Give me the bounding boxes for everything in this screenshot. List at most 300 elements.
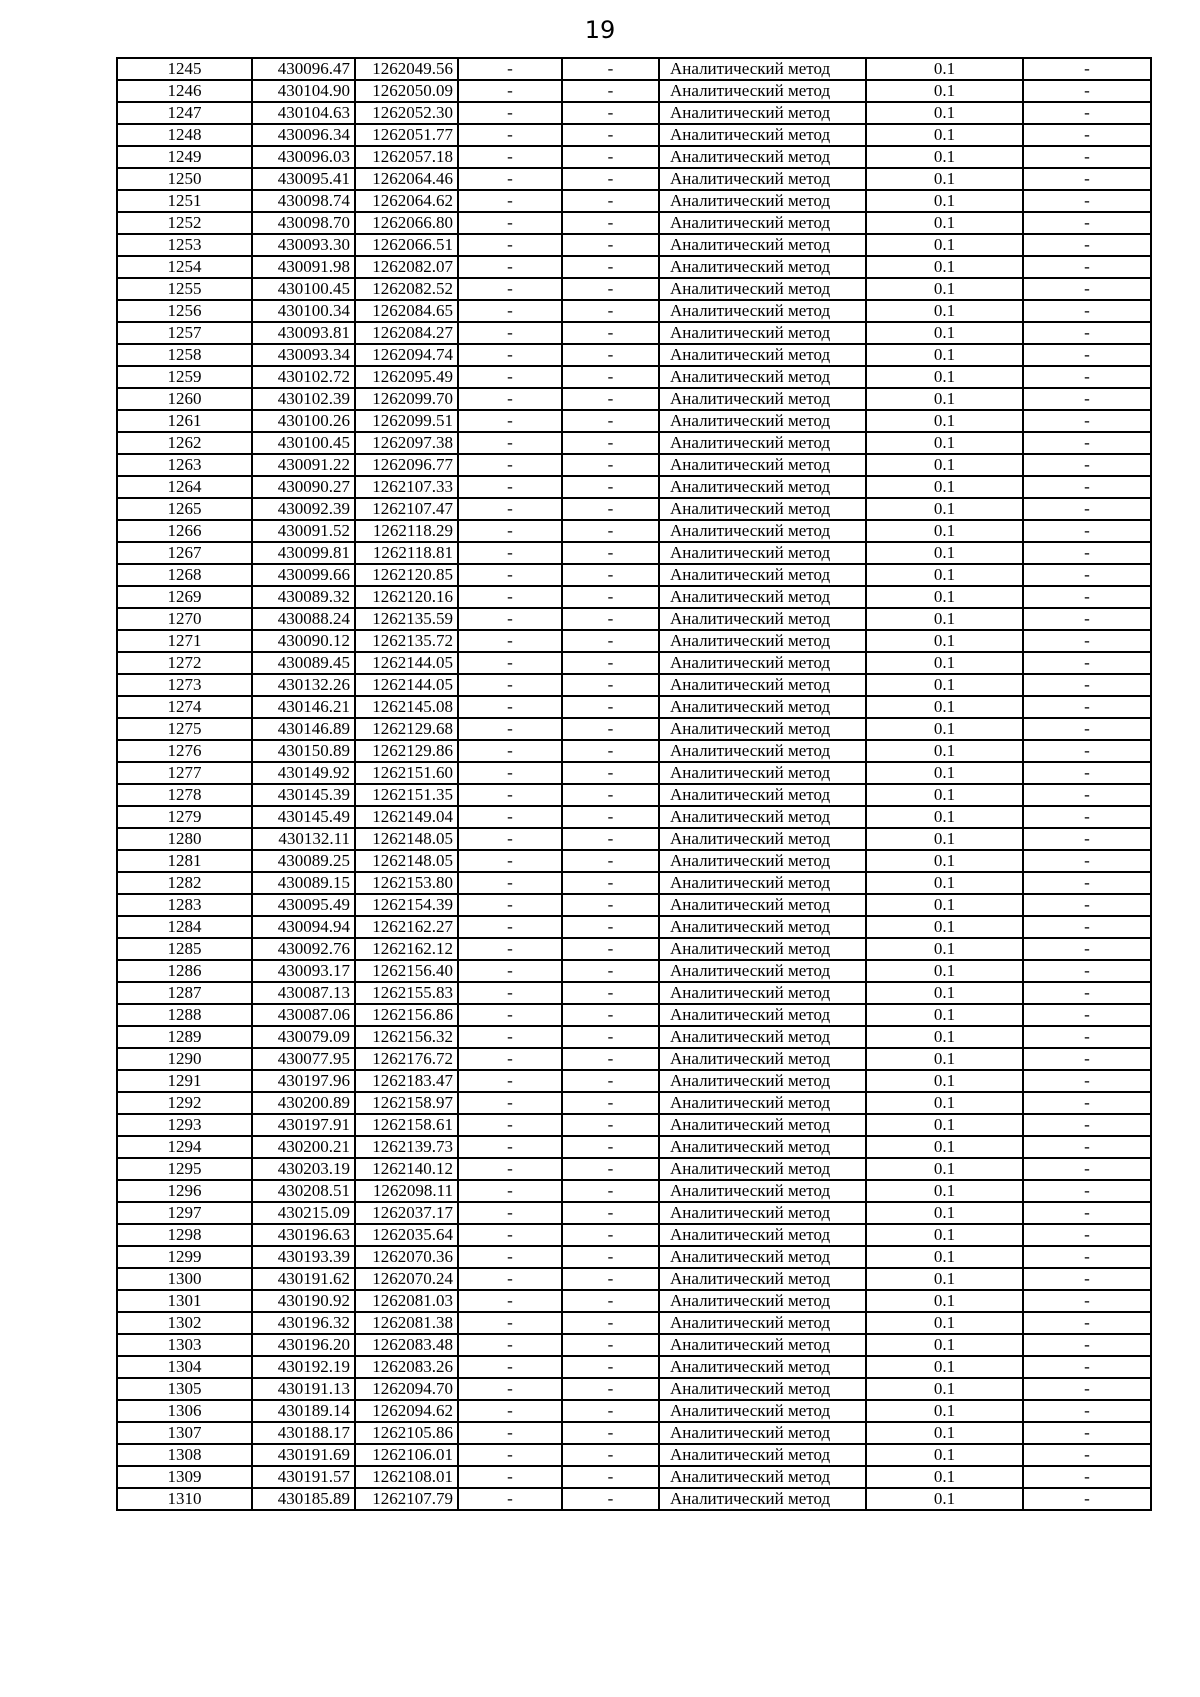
accuracy-cell: 0.1 (866, 1268, 1023, 1290)
method-cell: Аналитический метод (659, 1026, 866, 1048)
point-number-cell: 1298 (117, 1224, 252, 1246)
x-coordinate-cell: 430102.39 (252, 388, 355, 410)
x-coordinate-cell: 430193.39 (252, 1246, 355, 1268)
x-coordinate-cell: 430145.49 (252, 806, 355, 828)
empty-value-cell: - (562, 212, 659, 234)
x-coordinate-cell: 430200.89 (252, 1092, 355, 1114)
y-coordinate-cell: 1262120.85 (355, 564, 458, 586)
accuracy-cell: 0.1 (866, 916, 1023, 938)
y-coordinate-cell: 1262066.80 (355, 212, 458, 234)
accuracy-cell: 0.1 (866, 1004, 1023, 1026)
method-cell: Аналитический метод (659, 124, 866, 146)
empty-value-cell: - (458, 1048, 562, 1070)
empty-value-cell: - (458, 256, 562, 278)
point-number-cell: 1254 (117, 256, 252, 278)
table-row (117, 454, 1151, 476)
empty-value-cell: - (458, 58, 562, 80)
accuracy-cell: 0.1 (866, 872, 1023, 894)
x-coordinate-cell: 430093.30 (252, 234, 355, 256)
y-coordinate-cell: 1262064.46 (355, 168, 458, 190)
table-row (117, 234, 1151, 256)
table-row (117, 1026, 1151, 1048)
empty-value-cell: - (1023, 894, 1151, 916)
y-coordinate-cell: 1262162.27 (355, 916, 458, 938)
method-cell: Аналитический метод (659, 1180, 866, 1202)
accuracy-cell: 0.1 (866, 58, 1023, 80)
empty-value-cell: - (562, 300, 659, 322)
point-number-cell: 1272 (117, 652, 252, 674)
table-row (117, 1092, 1151, 1114)
accuracy-cell: 0.1 (866, 652, 1023, 674)
x-coordinate-cell: 430200.21 (252, 1136, 355, 1158)
point-number-cell: 1275 (117, 718, 252, 740)
empty-value-cell: - (458, 432, 562, 454)
accuracy-cell: 0.1 (866, 696, 1023, 718)
empty-value-cell: - (458, 234, 562, 256)
empty-value-cell: - (458, 300, 562, 322)
method-cell: Аналитический метод (659, 256, 866, 278)
accuracy-cell: 0.1 (866, 982, 1023, 1004)
empty-value-cell: - (458, 806, 562, 828)
method-cell: Аналитический метод (659, 1444, 866, 1466)
empty-value-cell: - (458, 1070, 562, 1092)
empty-value-cell: - (562, 1048, 659, 1070)
accuracy-cell: 0.1 (866, 1378, 1023, 1400)
empty-value-cell: - (562, 564, 659, 586)
x-coordinate-cell: 430091.98 (252, 256, 355, 278)
method-cell: Аналитический метод (659, 322, 866, 344)
empty-value-cell: - (458, 1312, 562, 1334)
x-coordinate-cell: 430092.39 (252, 498, 355, 520)
y-coordinate-cell: 1262158.97 (355, 1092, 458, 1114)
empty-value-cell: - (1023, 586, 1151, 608)
point-number-cell: 1252 (117, 212, 252, 234)
x-coordinate-cell: 430197.91 (252, 1114, 355, 1136)
empty-value-cell: - (458, 1400, 562, 1422)
empty-value-cell: - (458, 938, 562, 960)
x-coordinate-cell: 430089.45 (252, 652, 355, 674)
empty-value-cell: - (1023, 498, 1151, 520)
empty-value-cell: - (1023, 762, 1151, 784)
x-coordinate-cell: 430215.09 (252, 1202, 355, 1224)
empty-value-cell: - (458, 1334, 562, 1356)
x-coordinate-cell: 430191.13 (252, 1378, 355, 1400)
x-coordinate-cell: 430098.74 (252, 190, 355, 212)
accuracy-cell: 0.1 (866, 718, 1023, 740)
method-cell: Аналитический метод (659, 916, 866, 938)
y-coordinate-cell: 1262162.12 (355, 938, 458, 960)
x-coordinate-cell: 430095.41 (252, 168, 355, 190)
empty-value-cell: - (1023, 1092, 1151, 1114)
empty-value-cell: - (458, 1378, 562, 1400)
method-cell: Аналитический метод (659, 1466, 866, 1488)
empty-value-cell: - (1023, 366, 1151, 388)
point-number-cell: 1286 (117, 960, 252, 982)
accuracy-cell: 0.1 (866, 894, 1023, 916)
page-number: 19 (584, 16, 616, 44)
empty-value-cell: - (562, 586, 659, 608)
y-coordinate-cell: 1262098.11 (355, 1180, 458, 1202)
empty-value-cell: - (1023, 1136, 1151, 1158)
point-number-cell: 1279 (117, 806, 252, 828)
method-cell: Аналитический метод (659, 784, 866, 806)
x-coordinate-cell: 430104.63 (252, 102, 355, 124)
x-coordinate-cell: 430091.22 (252, 454, 355, 476)
empty-value-cell: - (1023, 1224, 1151, 1246)
empty-value-cell: - (458, 1422, 562, 1444)
method-cell: Аналитический метод (659, 696, 866, 718)
method-cell: Аналитический метод (659, 190, 866, 212)
empty-value-cell: - (1023, 432, 1151, 454)
table-row (117, 696, 1151, 718)
empty-value-cell: - (458, 1004, 562, 1026)
y-coordinate-cell: 1262144.05 (355, 674, 458, 696)
empty-value-cell: - (562, 1488, 659, 1510)
point-number-cell: 1303 (117, 1334, 252, 1356)
x-coordinate-cell: 430092.76 (252, 938, 355, 960)
method-cell: Аналитический метод (659, 1224, 866, 1246)
method-cell: Аналитический метод (659, 608, 866, 630)
point-number-cell: 1294 (117, 1136, 252, 1158)
empty-value-cell: - (458, 190, 562, 212)
method-cell: Аналитический метод (659, 366, 866, 388)
empty-value-cell: - (562, 652, 659, 674)
empty-value-cell: - (562, 1004, 659, 1026)
point-number-cell: 1262 (117, 432, 252, 454)
method-cell: Аналитический метод (659, 1246, 866, 1268)
table-row (117, 256, 1151, 278)
y-coordinate-cell: 1262156.32 (355, 1026, 458, 1048)
empty-value-cell: - (562, 1070, 659, 1092)
y-coordinate-cell: 1262099.70 (355, 388, 458, 410)
y-coordinate-cell: 1262135.72 (355, 630, 458, 652)
y-coordinate-cell: 1262148.05 (355, 850, 458, 872)
x-coordinate-cell: 430099.81 (252, 542, 355, 564)
y-coordinate-cell: 1262057.18 (355, 146, 458, 168)
empty-value-cell: - (1023, 1334, 1151, 1356)
accuracy-cell: 0.1 (866, 674, 1023, 696)
empty-value-cell: - (562, 1180, 659, 1202)
empty-value-cell: - (562, 1334, 659, 1356)
empty-value-cell: - (1023, 1422, 1151, 1444)
accuracy-cell: 0.1 (866, 564, 1023, 586)
empty-value-cell: - (1023, 916, 1151, 938)
empty-value-cell: - (458, 1224, 562, 1246)
accuracy-cell: 0.1 (866, 146, 1023, 168)
x-coordinate-cell: 430188.17 (252, 1422, 355, 1444)
empty-value-cell: - (458, 608, 562, 630)
point-number-cell: 1268 (117, 564, 252, 586)
table-row (117, 1466, 1151, 1488)
method-cell: Аналитический метод (659, 1488, 866, 1510)
empty-value-cell: - (562, 696, 659, 718)
y-coordinate-cell: 1262095.49 (355, 366, 458, 388)
method-cell: Аналитический метод (659, 432, 866, 454)
y-coordinate-cell: 1262082.52 (355, 278, 458, 300)
point-number-cell: 1278 (117, 784, 252, 806)
accuracy-cell: 0.1 (866, 190, 1023, 212)
y-coordinate-cell: 1262082.07 (355, 256, 458, 278)
empty-value-cell: - (458, 1268, 562, 1290)
table-row (117, 938, 1151, 960)
empty-value-cell: - (458, 212, 562, 234)
accuracy-cell: 0.1 (866, 256, 1023, 278)
empty-value-cell: - (562, 1202, 659, 1224)
empty-value-cell: - (562, 102, 659, 124)
table-row (117, 652, 1151, 674)
table-row (117, 542, 1151, 564)
table-row (117, 1444, 1151, 1466)
empty-value-cell: - (1023, 80, 1151, 102)
empty-value-cell: - (562, 1136, 659, 1158)
method-cell: Аналитический метод (659, 212, 866, 234)
empty-value-cell: - (458, 498, 562, 520)
table-row (117, 366, 1151, 388)
y-coordinate-cell: 1262183.47 (355, 1070, 458, 1092)
x-coordinate-cell: 430098.70 (252, 212, 355, 234)
table-row (117, 476, 1151, 498)
method-cell: Аналитический метод (659, 388, 866, 410)
y-coordinate-cell: 1262156.86 (355, 1004, 458, 1026)
empty-value-cell: - (1023, 520, 1151, 542)
table-row (117, 1004, 1151, 1026)
table-row (117, 146, 1151, 168)
x-coordinate-cell: 430096.47 (252, 58, 355, 80)
method-cell: Аналитический метод (659, 1092, 866, 1114)
x-coordinate-cell: 430079.09 (252, 1026, 355, 1048)
empty-value-cell: - (1023, 1048, 1151, 1070)
empty-value-cell: - (562, 1356, 659, 1378)
empty-value-cell: - (1023, 872, 1151, 894)
empty-value-cell: - (1023, 1180, 1151, 1202)
method-cell: Аналитический метод (659, 762, 866, 784)
empty-value-cell: - (458, 652, 562, 674)
accuracy-cell: 0.1 (866, 102, 1023, 124)
point-number-cell: 1251 (117, 190, 252, 212)
empty-value-cell: - (1023, 1246, 1151, 1268)
table-row (117, 828, 1151, 850)
empty-value-cell: - (1023, 1004, 1151, 1026)
point-number-cell: 1287 (117, 982, 252, 1004)
x-coordinate-cell: 430087.13 (252, 982, 355, 1004)
table-row (117, 190, 1151, 212)
table-row (117, 806, 1151, 828)
method-cell: Аналитический метод (659, 1268, 866, 1290)
empty-value-cell: - (562, 168, 659, 190)
x-coordinate-cell: 430104.90 (252, 80, 355, 102)
empty-value-cell: - (1023, 344, 1151, 366)
point-number-cell: 1248 (117, 124, 252, 146)
x-coordinate-cell: 430100.34 (252, 300, 355, 322)
point-number-cell: 1308 (117, 1444, 252, 1466)
y-coordinate-cell: 1262051.77 (355, 124, 458, 146)
method-cell: Аналитический метод (659, 168, 866, 190)
x-coordinate-cell: 430093.34 (252, 344, 355, 366)
y-coordinate-cell: 1262151.60 (355, 762, 458, 784)
empty-value-cell: - (1023, 124, 1151, 146)
empty-value-cell: - (458, 1246, 562, 1268)
empty-value-cell: - (1023, 102, 1151, 124)
accuracy-cell: 0.1 (866, 1246, 1023, 1268)
empty-value-cell: - (562, 718, 659, 740)
method-cell: Аналитический метод (659, 806, 866, 828)
x-coordinate-cell: 430077.95 (252, 1048, 355, 1070)
table-row (117, 1070, 1151, 1092)
empty-value-cell: - (458, 674, 562, 696)
empty-value-cell: - (562, 146, 659, 168)
method-cell: Аналитический метод (659, 652, 866, 674)
empty-value-cell: - (458, 454, 562, 476)
y-coordinate-cell: 1262120.16 (355, 586, 458, 608)
point-number-cell: 1270 (117, 608, 252, 630)
empty-value-cell: - (458, 1202, 562, 1224)
x-coordinate-cell: 430096.03 (252, 146, 355, 168)
y-coordinate-cell: 1262151.35 (355, 784, 458, 806)
accuracy-cell: 0.1 (866, 542, 1023, 564)
empty-value-cell: - (562, 1466, 659, 1488)
y-coordinate-cell: 1262149.04 (355, 806, 458, 828)
empty-value-cell: - (562, 124, 659, 146)
empty-value-cell: - (1023, 190, 1151, 212)
empty-value-cell: - (1023, 784, 1151, 806)
x-coordinate-cell: 430089.15 (252, 872, 355, 894)
x-coordinate-cell: 430094.94 (252, 916, 355, 938)
point-number-cell: 1266 (117, 520, 252, 542)
y-coordinate-cell: 1262094.70 (355, 1378, 458, 1400)
empty-value-cell: - (1023, 1268, 1151, 1290)
table-row (117, 674, 1151, 696)
empty-value-cell: - (1023, 828, 1151, 850)
method-cell: Аналитический метод (659, 498, 866, 520)
empty-value-cell: - (1023, 146, 1151, 168)
point-number-cell: 1274 (117, 696, 252, 718)
x-coordinate-cell: 430132.11 (252, 828, 355, 850)
method-cell: Аналитический метод (659, 476, 866, 498)
y-coordinate-cell: 1262066.51 (355, 234, 458, 256)
accuracy-cell: 0.1 (866, 1466, 1023, 1488)
accuracy-cell: 0.1 (866, 1422, 1023, 1444)
empty-value-cell: - (562, 1400, 659, 1422)
method-cell: Аналитический метод (659, 828, 866, 850)
y-coordinate-cell: 1262140.12 (355, 1158, 458, 1180)
empty-value-cell: - (562, 520, 659, 542)
table-row (117, 784, 1151, 806)
table-row (117, 432, 1151, 454)
point-number-cell: 1307 (117, 1422, 252, 1444)
empty-value-cell: - (458, 80, 562, 102)
point-number-cell: 1309 (117, 1466, 252, 1488)
table-row (117, 1422, 1151, 1444)
empty-value-cell: - (1023, 278, 1151, 300)
method-cell: Аналитический метод (659, 718, 866, 740)
empty-value-cell: - (562, 740, 659, 762)
x-coordinate-cell: 430100.45 (252, 278, 355, 300)
table-row (117, 300, 1151, 322)
accuracy-cell: 0.1 (866, 1026, 1023, 1048)
y-coordinate-cell: 1262176.72 (355, 1048, 458, 1070)
empty-value-cell: - (458, 388, 562, 410)
point-number-cell: 1250 (117, 168, 252, 190)
empty-value-cell: - (458, 1136, 562, 1158)
empty-value-cell: - (562, 960, 659, 982)
table-row (117, 960, 1151, 982)
accuracy-cell: 0.1 (866, 124, 1023, 146)
empty-value-cell: - (1023, 1466, 1151, 1488)
empty-value-cell: - (458, 1092, 562, 1114)
empty-value-cell: - (1023, 234, 1151, 256)
y-coordinate-cell: 1262107.47 (355, 498, 458, 520)
table-row (117, 894, 1151, 916)
empty-value-cell: - (1023, 1070, 1151, 1092)
table-row (117, 278, 1151, 300)
empty-value-cell: - (562, 630, 659, 652)
accuracy-cell: 0.1 (866, 960, 1023, 982)
point-number-cell: 1256 (117, 300, 252, 322)
y-coordinate-cell: 1262094.74 (355, 344, 458, 366)
x-coordinate-cell: 430197.96 (252, 1070, 355, 1092)
x-coordinate-cell: 430102.72 (252, 366, 355, 388)
empty-value-cell: - (458, 894, 562, 916)
method-cell: Аналитический метод (659, 1136, 866, 1158)
empty-value-cell: - (458, 960, 562, 982)
x-coordinate-cell: 430146.89 (252, 718, 355, 740)
point-number-cell: 1305 (117, 1378, 252, 1400)
accuracy-cell: 0.1 (866, 1070, 1023, 1092)
empty-value-cell: - (1023, 300, 1151, 322)
empty-value-cell: - (562, 1268, 659, 1290)
method-cell: Аналитический метод (659, 564, 866, 586)
table-row (117, 388, 1151, 410)
accuracy-cell: 0.1 (866, 322, 1023, 344)
accuracy-cell: 0.1 (866, 586, 1023, 608)
y-coordinate-cell: 1262139.73 (355, 1136, 458, 1158)
empty-value-cell: - (1023, 718, 1151, 740)
y-coordinate-cell: 1262084.65 (355, 300, 458, 322)
table-row (117, 498, 1151, 520)
method-cell: Аналитический метод (659, 1070, 866, 1092)
point-number-cell: 1260 (117, 388, 252, 410)
table-row (117, 102, 1151, 124)
method-cell: Аналитический метод (659, 542, 866, 564)
accuracy-cell: 0.1 (866, 630, 1023, 652)
point-number-cell: 1246 (117, 80, 252, 102)
table-row (117, 586, 1151, 608)
empty-value-cell: - (458, 1356, 562, 1378)
point-number-cell: 1280 (117, 828, 252, 850)
point-number-cell: 1288 (117, 1004, 252, 1026)
method-cell: Аналитический метод (659, 850, 866, 872)
accuracy-cell: 0.1 (866, 300, 1023, 322)
table-row (117, 1400, 1151, 1422)
empty-value-cell: - (562, 366, 659, 388)
coordinates-table (116, 57, 1152, 1511)
point-number-cell: 1304 (117, 1356, 252, 1378)
point-number-cell: 1289 (117, 1026, 252, 1048)
empty-value-cell: - (458, 1114, 562, 1136)
x-coordinate-cell: 430089.25 (252, 850, 355, 872)
empty-value-cell: - (1023, 938, 1151, 960)
x-coordinate-cell: 430089.32 (252, 586, 355, 608)
point-number-cell: 1285 (117, 938, 252, 960)
point-number-cell: 1296 (117, 1180, 252, 1202)
empty-value-cell: - (562, 80, 659, 102)
empty-value-cell: - (562, 1378, 659, 1400)
accuracy-cell: 0.1 (866, 850, 1023, 872)
empty-value-cell: - (1023, 1290, 1151, 1312)
empty-value-cell: - (562, 1444, 659, 1466)
point-number-cell: 1301 (117, 1290, 252, 1312)
accuracy-cell: 0.1 (866, 388, 1023, 410)
